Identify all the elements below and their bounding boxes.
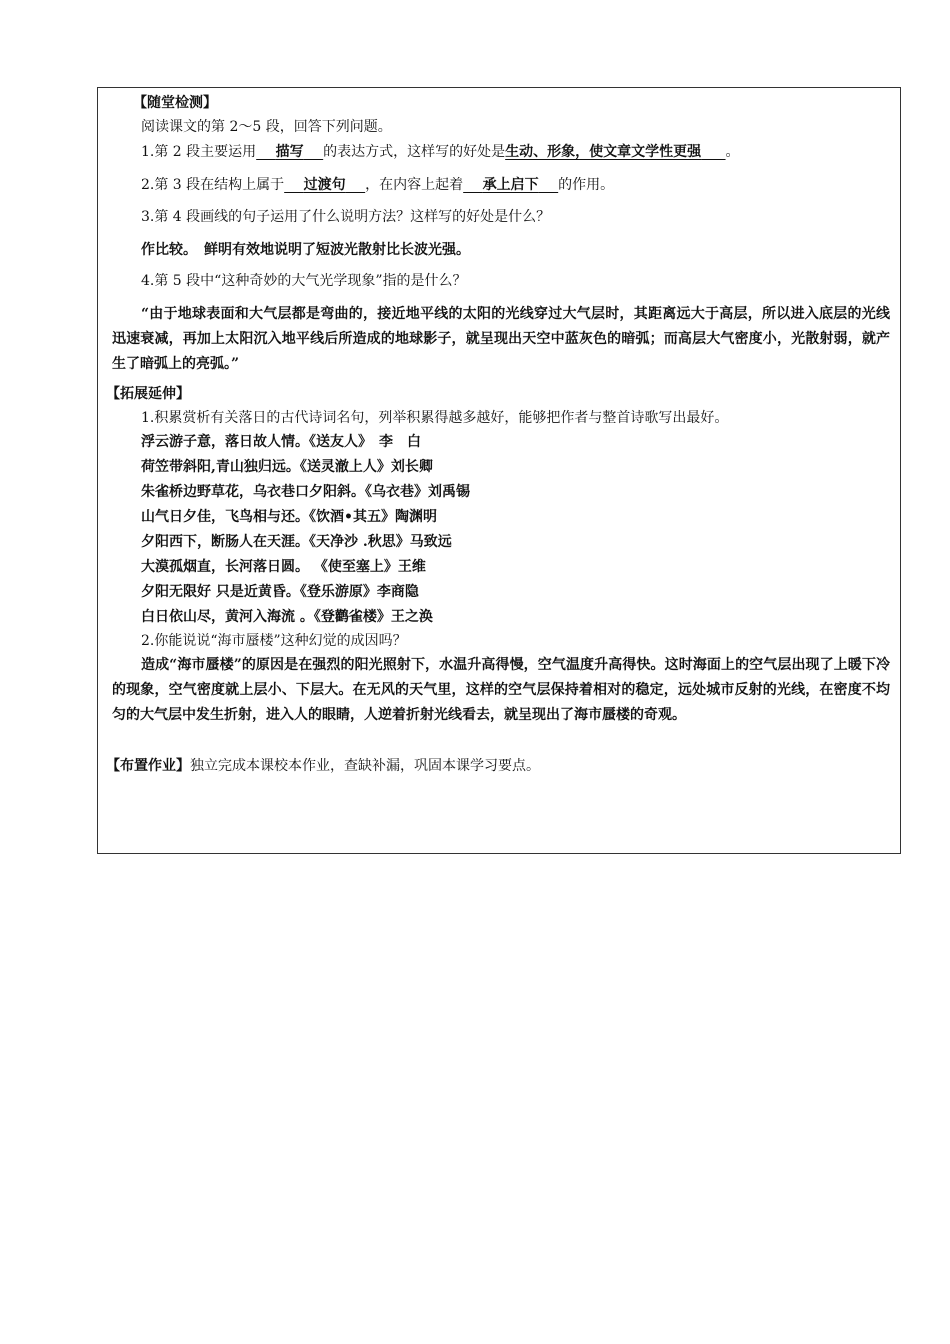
question-2: 2.第 3 段在结构上属于 过渡句 ，在内容上起着 承上启下 的作用。	[141, 177, 615, 193]
extend-question-1: 1.积累赏析有关落日的古代诗词名句，列举积累得越多越好，能够把作者与整首诗歌写出最好。	[141, 410, 729, 426]
extend-answer-2: 造成“海市蜃楼”的原因是在强烈的阳光照射下，水温升高得慢，空气温度升高得快。这时海面上的空气层出现了上暖下冷的现象，空气密度就上层小、下层大。在无风的天气里，这样的空气层保持着相对的稳定，远处城市反射的光线，在密度不均匀的大气层中发生折射，进入人的眼睛，人逆着折射光线看去，就呈现出了海市蜃楼的奇观。	[112, 657, 890, 723]
poem-line: 浮云游子意，落日故人情。《送友人》 李 白	[141, 434, 421, 450]
homework-label: 【布置作业】	[106, 758, 190, 774]
extend-question-2: 2.你能说说“海市蜃楼”这种幻觉的成因吗？	[141, 633, 407, 649]
poem-line: 夕阳西下，断肠人在天涯。《天净沙 .秋思》马致远	[141, 534, 452, 550]
poem-line: 大漠孤烟直，长河落日圆。 《使至塞上》王维	[141, 559, 426, 575]
answer-1a: 描写	[275, 144, 304, 160]
homework-text: 独立完成本课校本作业，查缺补漏，巩固本课学习要点。	[190, 758, 540, 774]
worksheet-table	[97, 87, 901, 854]
answer-4: “由于地球表面和大气层都是弯曲的，接近地平线的太阳的光线穿过大气层时，其距离远大于高层，所以进入底层的光线迅速衰减，再加上太阳沉入地平线后所造成的地球影子，就呈现出天空中蓝灰色的暗弧；而高层大气密度小，光散射弱，就产生了暗弧上的亮弧。”	[112, 306, 890, 372]
check-intro: 阅读课文的第 2～5 段，回答下列问题。	[141, 119, 392, 135]
poem-line: 山气日夕佳，飞鸟相与还。《饮酒•其五》陶渊明	[141, 509, 437, 525]
answer-1b: 生动、形象，使文章文学性更强	[505, 144, 702, 160]
question-4: 4.第 5 段中“这种奇妙的大气光学现象”指的是什么？	[141, 273, 467, 289]
answer-2a: 过渡句	[303, 177, 346, 193]
poem-line: 夕阳无限好 只是近黄昏。《登乐游原》李商隐	[141, 584, 419, 600]
poem-line: 荷笠带斜阳,青山独归远。《送灵澈上人》刘长卿	[141, 459, 433, 475]
question-1: 1.第 2 段主要运用 描写 的表达方式，这样写的好处是生动、形象，使文章文学性更强 。	[141, 144, 740, 160]
poem-line: 朱雀桥边野草花，乌衣巷口夕阳斜。《乌衣巷》刘禹锡	[141, 484, 470, 500]
check-heading: 【随堂检测】	[133, 95, 217, 111]
question-3: 3.第 4 段画线的句子运用了什么说明方法？这样写的好处是什么？	[141, 209, 551, 225]
answer-2b: 承上启下	[482, 177, 539, 193]
answer-3: 作比较。 鲜明有效地说明了短波光散射比长波光强。	[141, 242, 470, 258]
homework	[106, 756, 540, 776]
poem-line: 白日依山尽，黄河入海流 。《登鹳雀楼》王之涣	[141, 609, 433, 625]
extend-heading: 【拓展延伸】	[106, 386, 190, 402]
